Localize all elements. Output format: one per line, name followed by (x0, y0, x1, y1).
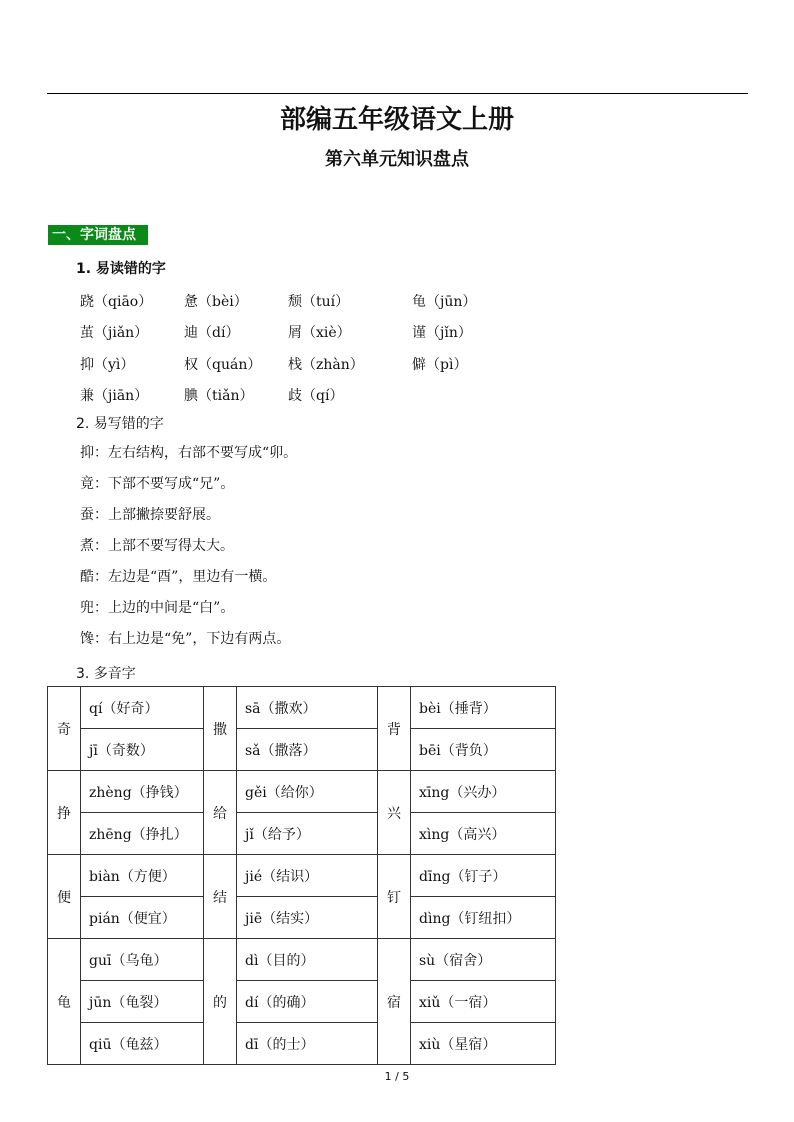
subsection-title-2: 2. 易写错的字 (76, 416, 164, 432)
reading-cell: dī（的士） (237, 1023, 378, 1065)
polyphone-char: 宿 (378, 939, 411, 1065)
page-title: 部编五年级语文上册 (279, 105, 514, 135)
char-item: 跷（qiāo） (80, 293, 153, 310)
reading-cell: zhèng（挣钱） (81, 771, 204, 813)
reading-cell: jī（奇数） (81, 729, 204, 771)
reading-cell: qiū（龟兹） (81, 1023, 204, 1065)
table-row (48, 771, 556, 813)
polyphone-char: 撒 (204, 687, 237, 771)
polyphone-char: 龟 (48, 939, 81, 1065)
table-row (48, 897, 556, 939)
char-item: 屑（xiè） (288, 325, 351, 342)
char-row (80, 380, 540, 412)
reading-cell: gěi（给你） (237, 771, 378, 813)
polyphone-char: 结 (204, 855, 237, 939)
reading-cell: xiǔ（一宿） (411, 981, 556, 1023)
subsection-title-3: 3. 多音字 (76, 666, 136, 682)
char-item: 颓（tuí） (288, 293, 350, 310)
polyphone-char: 便 (48, 855, 81, 939)
reading-cell: zhēng（挣扎） (81, 813, 204, 855)
polyphone-char: 奇 (48, 687, 81, 771)
polyphone-table (47, 686, 556, 1065)
reading-cell: jiē（结实） (237, 897, 378, 939)
polyphone-char: 钉 (378, 855, 411, 939)
reading-cell: xīng（兴办） (411, 771, 556, 813)
polyphone-char: 兴 (378, 771, 411, 855)
reading-cell: guī（乌龟） (81, 939, 204, 981)
reading-cell: dì（目的） (237, 939, 378, 981)
char-item: 抑（yì） (80, 356, 135, 373)
table-row (48, 855, 556, 897)
char-item: 龟（jūn） (412, 293, 477, 310)
char-item: 栈（zhàn） (288, 356, 364, 373)
char-item: 权（quán） (184, 356, 262, 373)
table-row (48, 939, 556, 981)
reading-cell: bēi（背负） (411, 729, 556, 771)
note-item: 煮：上部不要写得太大。 (80, 538, 234, 554)
page-number: 1 / 5 (384, 1070, 410, 1083)
polyphone-char: 背 (378, 687, 411, 771)
table-row (48, 1023, 556, 1065)
header-rule (47, 93, 748, 94)
char-item: 迪（dí） (184, 325, 240, 342)
reading-cell: sā（撒欢） (237, 687, 378, 729)
reading-cell: dìng（钉纽扣） (411, 897, 556, 939)
miswritten-notes (80, 440, 297, 657)
char-item: 腆（tiǎn） (184, 388, 254, 405)
note-item: 馋：右上边是“免”，下边有两点。 (80, 631, 291, 647)
reading-cell: jǐ（给予） (237, 813, 378, 855)
table-row (48, 687, 556, 729)
char-row (80, 317, 540, 349)
note-item: 兜：上边的中间是“白”。 (80, 600, 235, 616)
table-row (48, 729, 556, 771)
reading-cell: sǎ（撒落） (237, 729, 378, 771)
char-item: 兼（jiān） (80, 388, 149, 405)
char-row (80, 348, 540, 380)
char-row (80, 285, 540, 317)
polyphone-char: 给 (204, 771, 237, 855)
reading-cell: sù（宿舍） (411, 939, 556, 981)
note-item: 酷：左边是“酉”，里边有一横。 (80, 569, 277, 585)
reading-cell: jié（结识） (237, 855, 378, 897)
char-item: 谨（jǐn） (412, 325, 472, 342)
polyphone-char: 挣 (48, 771, 81, 855)
subsection-title-1: 1. 易读错的字 (76, 261, 166, 277)
reading-cell: xiù（星宿） (411, 1023, 556, 1065)
polyphone-char: 的 (204, 939, 237, 1065)
reading-cell: xìng（高兴） (411, 813, 556, 855)
table-row (48, 813, 556, 855)
misread-chars-grid (80, 285, 540, 411)
note-item: 竟：下部不要写成“兄”。 (80, 476, 235, 492)
reading-cell: jūn（龟裂） (81, 981, 204, 1023)
note-item: 抑：左右结构，右部不要写成“卯。 (80, 445, 298, 461)
page-subtitle: 第六单元知识盘点 (325, 149, 469, 170)
char-item: 僻（pì） (412, 356, 468, 373)
reading-cell: dí（的确） (237, 981, 378, 1023)
char-item: 惫（bèi） (184, 293, 248, 310)
reading-cell: biàn（方便） (81, 855, 204, 897)
reading-cell: qí（好奇） (81, 687, 204, 729)
table-row (48, 981, 556, 1023)
reading-cell: pián（便宜） (81, 897, 204, 939)
section-badge: 一、字词盘点 (48, 225, 144, 245)
char-item: 歧（qí） (288, 388, 344, 405)
reading-cell: bèi（捶背） (411, 687, 556, 729)
char-item: 茧（jiǎn） (80, 325, 149, 342)
reading-cell: dīng（钉子） (411, 855, 556, 897)
note-item: 蚕：上部撇捺要舒展。 (80, 507, 220, 523)
